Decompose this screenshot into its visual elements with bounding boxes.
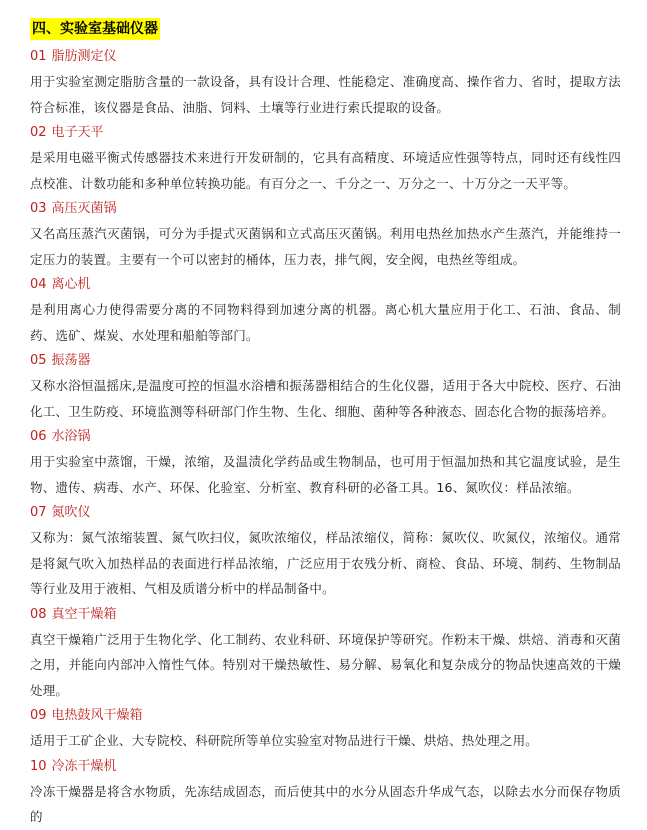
instrument-description: 又称水浴恒温摇床,是温度可控的恒温水浴槽和振荡器相结合的生化仪器，适用于各大中院校、医疗、石油化工、卫生防疫、环境监测等科研部门作生物、生化、细胞、菌种等各种液态、固态化合物的振荡培养。 [30,378,621,419]
instrument-heading [30,46,621,68]
instrument-title: 氮吹仪 [51,505,91,520]
instrument-item [30,350,621,424]
instrument-list [30,46,621,830]
instrument-heading [30,198,621,220]
instrument-description: 又名高压蒸汽灭菌锅，可分为手提式灭菌锅和立式高压灭菌锅。利用电热丝加热水产生蒸汽，并能维持一定压力的装置。主要有一个可以密封的桶体，压力表，排气阀，安全阀，电热丝等组成。 [30,226,621,267]
instrument-item [30,502,621,602]
instrument-heading [30,604,621,626]
instrument-number: 08 [30,606,47,622]
instrument-item [30,46,621,120]
instrument-description: 用于实验室测定脂肪含量的一款设备，具有设计合理、性能稳定、准确度高、操作省力、省时，提取方法符合标准，该仪器是食品、油脂、饲料、土壤等行业进行索氏提取的设备。 [30,74,621,115]
instrument-number: 06 [30,429,47,444]
instrument-item [30,705,621,754]
instrument-title: 真空干燥箱 [51,606,117,622]
instrument-description: 真空干燥箱广泛用于生物化学、化工制药、农业科研、环境保护等研究。作粉末干燥、烘焙、消毒和灭菌之用，并能向内部冲入惰性气体。特别对干燥热敏性、易分解、易氧化和复杂成分的物品快速高效的干燥处理。 [30,631,621,698]
instrument-number: 10 [30,758,47,774]
instrument-number: 03 [30,201,47,216]
instrument-title: 水浴锅 [51,429,91,444]
instrument-item [30,426,621,500]
instrument-description: 是利用离心力使得需要分离的不同物料得到加速分离的机器。离心机大量应用于化工、石油、食品、制药、选矿、煤炭、水处理和船舶等部门。 [30,302,621,343]
instrument-title: 振荡器 [51,353,91,368]
instrument-heading [30,502,621,524]
instrument-description: 又称为：氮气浓缩装置、氮气吹扫仪，氮吹浓缩仪，样品浓缩仪，简称：氮吹仪、吹氮仪，浓缩仪。通常是将氮气吹入加热样品的表面进行样品浓缩，广泛应用于农残分析、商检、食品、环境、制药、生物制品等行业及用于液相、气相及质谱分析中的样品制备中。 [30,530,621,596]
instrument-item [30,198,621,272]
instrument-heading [30,756,621,778]
instrument-description: 是采用电磁平衡式传感器技术来进行开发研制的，它具有高精度、环境适应性强等特点，同时还有线性四点校准、计数功能和多种单位转换功能。有百分之一、千分之一、万分之一、十万分之一天平等。 [30,150,621,191]
instrument-title: 电热鼓风干燥箱 [51,708,143,723]
instrument-heading [30,350,621,372]
instrument-heading [30,122,621,144]
instrument-heading [30,426,621,448]
instrument-title: 脂肪测定仪 [51,49,117,64]
instrument-heading [30,274,621,296]
instrument-item [30,274,621,348]
instrument-number: 04 [30,277,47,292]
instrument-number: 05 [30,353,47,368]
instrument-description: 用于实验室中蒸馏，干燥，浓缩，及温渍化学药品或生物制品，也可用于恒温加热和其它温度试验，是生物、遗传、病毒、水产、环保、化验室、分析室、教育科研的必备工具。16、氮吹仪：样品浓缩。 [30,454,621,495]
instrument-heading [30,705,621,727]
instrument-number: 09 [30,708,47,723]
instrument-number: 07 [30,505,47,520]
instrument-number: 02 [30,125,47,140]
instrument-title: 冷冻干燥机 [51,758,117,774]
instrument-number: 01 [30,49,47,64]
instrument-item [30,122,621,196]
instrument-description: 适用于工矿企业、大专院校、科研院所等单位实验室对物品进行干燥、烘焙、热处理之用。 [30,733,539,748]
instrument-item [30,604,621,704]
instrument-title: 离心机 [51,277,91,292]
section-title: 四、实验室基础仪器 [30,18,160,40]
instrument-title: 高压灭菌锅 [51,201,117,216]
instrument-description: 冷冻干燥器是将含水物质，先冻结成固态，而后使其中的水分从固态升华成气态，以除去水分而保存物质的 [30,783,621,824]
instrument-title: 电子天平 [51,125,104,140]
instrument-item [30,756,621,830]
